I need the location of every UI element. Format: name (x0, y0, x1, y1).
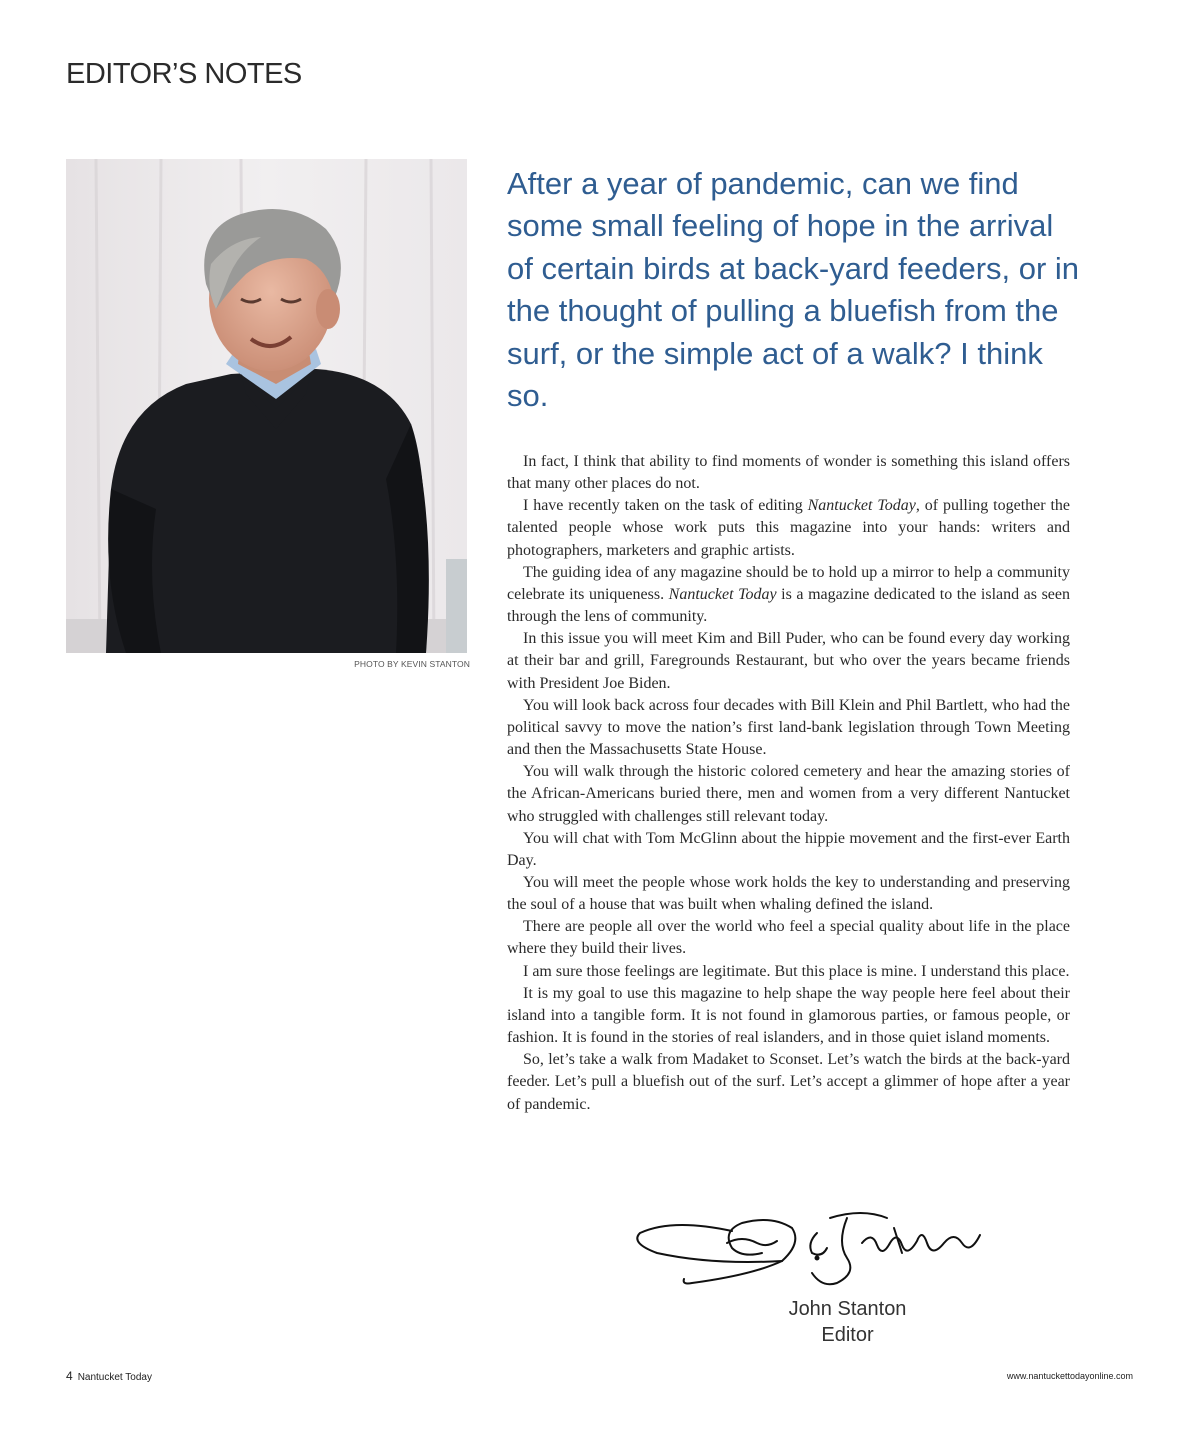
paragraph: I have recently taken on the task of editing Nantucket Today, of pulling together the talented people whose work puts this magazine into your hands: writers and photographers, marketers and graphic artists. (507, 497, 1070, 559)
paragraph: There are people all over the world who feel a special quality about life in the place where they build their lives. (507, 918, 1070, 958)
publication-title: Nantucket Today (668, 585, 777, 603)
paragraph: So, let’s take a walk from Madaket to Sconset. Let’s watch the birds at the back-yard feeder. Let’s pull a bluefish out of the surf. Let’s accept a glimmer of hope after a year of pandemic. (507, 1051, 1070, 1113)
footer-website: www.nantuckettodayonline.com (1006, 1371, 1133, 1381)
paragraph: The guiding idea of any magazine should be to hold up a mirror to help a community celebrate its uniqueness. Nantucket Today is a magazine dedicated to the island as seen through the lens of community. (507, 563, 1070, 626)
paragraph: You will look back across four decades with Bill Klein and Phil Bartlett, who had the political savvy to move the nation’s first land-bank legislation through Town Meeting and then the Massachusetts State House. (507, 696, 1070, 759)
signer-name: John Stanton (788, 1298, 907, 1320)
paragraph: In fact, I think that ability to find moments of wonder is something this island offers that many other places do not. (507, 453, 1070, 493)
article-body (507, 451, 1070, 1116)
page-number: 4 (66, 1369, 73, 1383)
footer-folio (66, 1369, 152, 1383)
paragraph: You will meet the people whose work holds the key to understanding and preserving the soul of a house that was built when whaling defined the island. (507, 873, 1070, 914)
signature (632, 1203, 987, 1293)
paragraph: You will walk through the historic colored cemetery and hear the amazing stories of the African-Americans buried there, men and women from a very different Nantucket who struggled with challenges still relevant today. (507, 763, 1070, 825)
publication-title: Nantucket Today (807, 497, 916, 515)
paragraph: It is my goal to use this magazine to help shape the way people here feel about their island into a tangible form. It is not found in glamorous parties, or famous people, or fashion. It is found in the stories of real islanders, and in those quiet island moments. (507, 984, 1070, 1047)
publication-name: Nantucket Today (77, 1372, 152, 1383)
paragraph: In this issue you will meet Kim and Bill Puder, who can be found every day working at their bar and grill, Faregrounds Restaurant, but who over the years became friends with President Joe Biden. (507, 630, 1070, 692)
paragraph: You will chat with Tom McGlinn about the hippie movement and the first-ever Earth Day. (507, 829, 1070, 869)
pull-quote: After a year of pandemic, can we find some small feeling of hope in the arrival of certain birds at back-yard feeders, or in the thought of pulling a bluefish from the surf, or the simple act of a walk? I think so. (507, 166, 1080, 414)
section-title: EDITOR’S NOTES (66, 58, 302, 90)
paragraph: I am sure those feelings are legitimate. But this place is mine. I understand this place. (523, 962, 1070, 980)
signer-role: Editor (821, 1324, 874, 1346)
photo-credit: PHOTO BY KEVIN STANTON (354, 659, 470, 669)
editor-photo (66, 159, 467, 653)
